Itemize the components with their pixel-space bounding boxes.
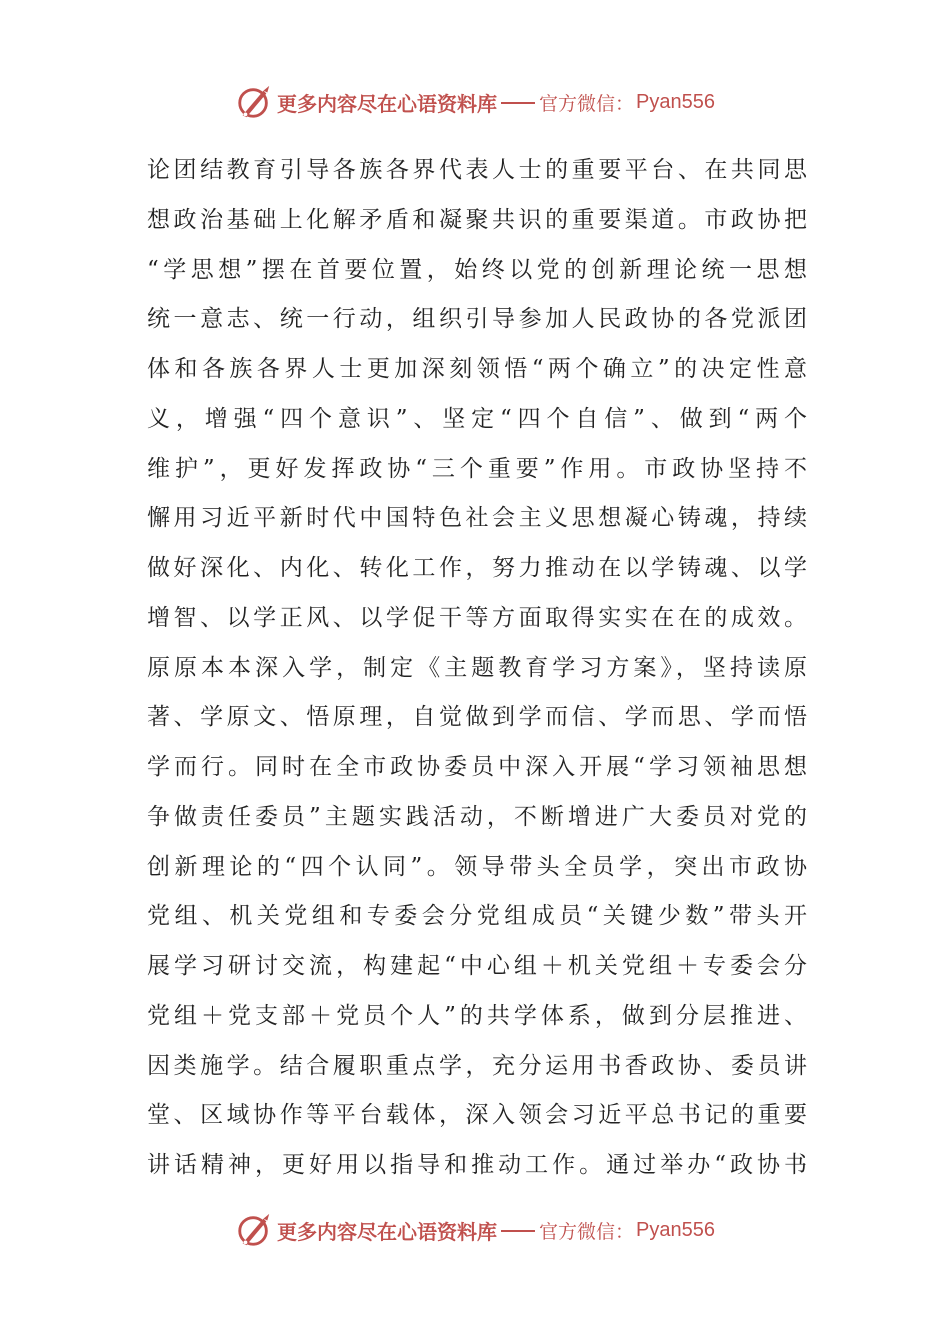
document-body (147, 146, 807, 1191)
footer-banner (0, 1210, 950, 1250)
body-line: 堂、区域协作等平台载体，深入领会习近平总书记的重要 (147, 1102, 807, 1129)
body-line: 党组＋党支部＋党员个人”的共学体系，做到分层推进、 (147, 1002, 807, 1029)
body-line: 论团结教育引导各族各界代表人士的重要平台、在共同思 (147, 157, 807, 183)
header-wechat-label: 官方微信： (539, 92, 635, 115)
body-line: 义，增强“四个意识”、坚定“四个自信”、做到“两个 (147, 405, 807, 432)
quill-pen-logo-icon (235, 83, 273, 121)
body-line: 争做责任委员”主题实践活动，不断增进广大委员对党的 (147, 803, 807, 830)
body-line: 学而行。同时在全市政协委员中深入开展“学习领袖思想 (147, 754, 807, 780)
header-banner (0, 82, 950, 122)
quill-pen-logo-icon (235, 1211, 273, 1249)
body-line: “学思想”摆在首要位置，始终以党的创新理论统一思想 (147, 256, 807, 283)
body-line: 因类施学。结合履职重点学，充分运用书香政协、委员讲 (147, 1052, 807, 1079)
body-line: 展学习研讨交流，构建起“中心组＋机关党组＋专委会分 (147, 953, 807, 979)
body-line: 创新理论的“四个认同”。领导带头全员学，突出市政协 (147, 853, 807, 880)
body-line: 原原本本深入学，制定《主题教育学习方案》，坚持读原 (147, 654, 807, 681)
body-line: 体和各族各界人士更加深刻领悟“两个确立”的决定性意 (147, 356, 807, 382)
body-line: 做好深化、内化、转化工作，努力推动在以学铸魂、以学 (147, 555, 807, 581)
header-slogan: 更多内容尽在心语资料库 (277, 91, 497, 116)
footer-slogan: 更多内容尽在心语资料库 (277, 1219, 497, 1244)
body-line: 统一意志、统一行动，组织引导参加人民政协的各党派团 (147, 306, 807, 333)
body-line: 党组、机关党组和专委会分党组成员“关键少数”带头开 (147, 903, 807, 930)
header-dash (501, 102, 535, 104)
body-line: 想政治基础上化解矛盾和凝聚共识的重要渠道。市政协把 (147, 206, 807, 233)
body-line: 讲话精神，更好用以指导和推动工作。通过举办“政协书 (147, 1152, 807, 1178)
body-line: 维护”，更好发挥政协“三个重要”作用。市政协坚持不 (147, 455, 807, 482)
body-line: 懈用习近平新时代中国特色社会主义思想凝心铸魂，持续 (147, 505, 807, 532)
header-wechat-id: Pyan556 (636, 90, 715, 113)
footer-dash (501, 1230, 535, 1232)
body-line: 增智、以学正风、以学促干等方面取得实实在在的成效。 (147, 604, 807, 631)
footer-wechat-label: 官方微信： (539, 1220, 635, 1243)
footer-wechat-id: Pyan556 (636, 1218, 715, 1241)
body-line: 著、学原文、悟原理，自觉做到学而信、学而思、学而悟 (147, 704, 807, 731)
